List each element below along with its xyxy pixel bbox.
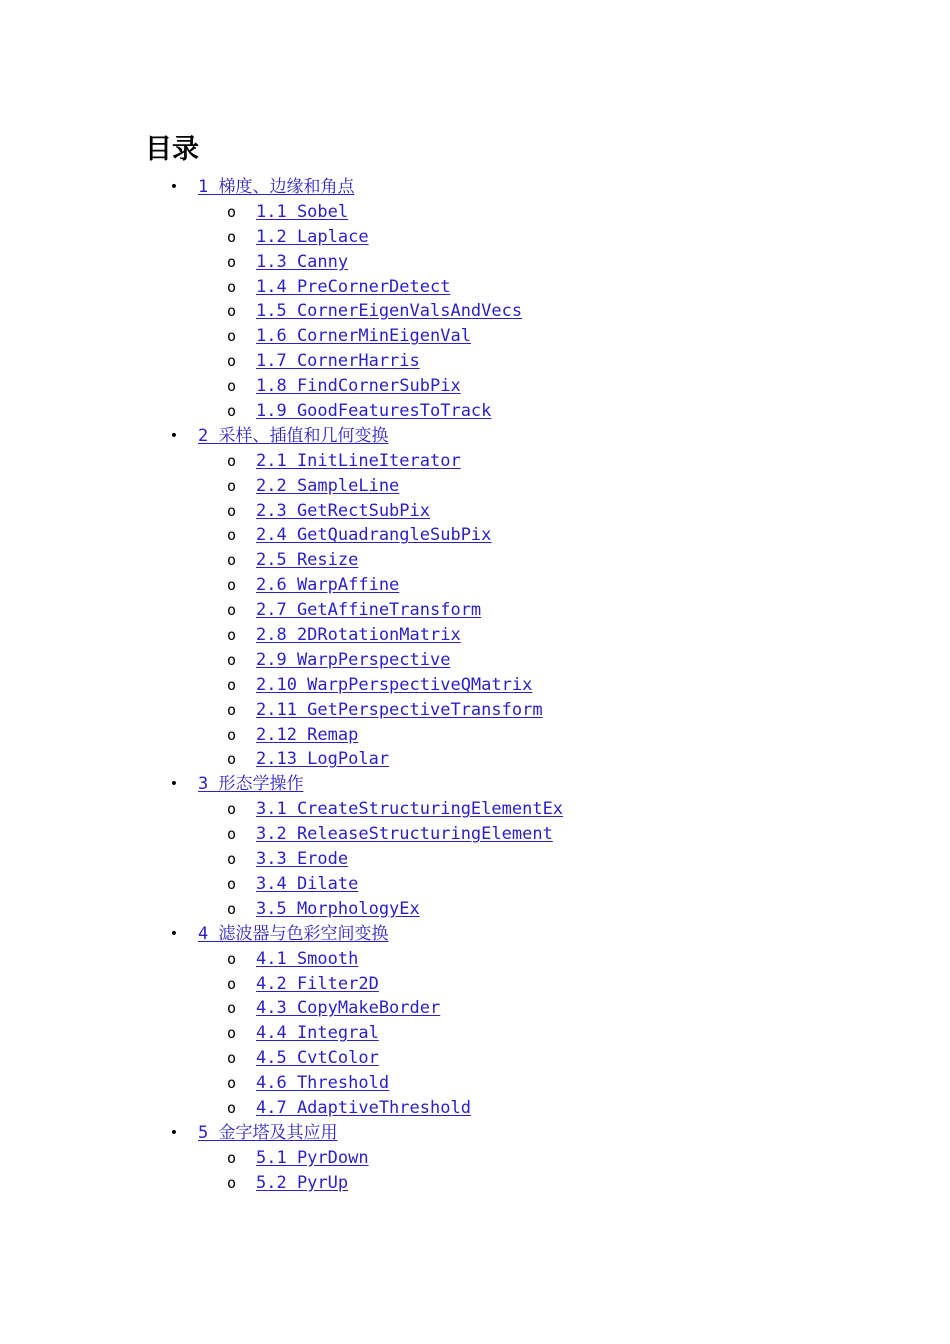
sub-bullet-icon: o <box>227 526 237 545</box>
toc-section-link[interactable]: 5 金字塔及其应用 <box>198 1122 338 1143</box>
sub-bullet-icon: o <box>227 899 237 918</box>
sub-bullet-icon: o <box>227 725 237 744</box>
toc-subsection-link[interactable]: 5.2 PyrUp <box>256 1172 349 1193</box>
bullet-icon: • <box>169 427 179 444</box>
sub-bullet-icon: o <box>227 501 237 520</box>
toc-subsection-link[interactable]: 3.1 CreateStructuringElementEx <box>256 799 564 820</box>
toc-subsection-link[interactable]: 2.8 2DRotationMatrix <box>256 625 461 646</box>
sub-bullet-icon: o <box>227 202 237 221</box>
sub-bullet-icon: o <box>227 302 237 321</box>
toc-subsection-link[interactable]: 4.2 Filter2D <box>256 973 379 994</box>
sub-bullet-icon: o <box>227 377 237 396</box>
toc-subsection-link[interactable]: 4.3 CopyMakeBorder <box>256 998 441 1019</box>
sub-bullet-icon: o <box>227 750 237 769</box>
toc-subsection-link[interactable]: 2.10 WarpPerspectiveQMatrix <box>256 674 533 695</box>
sub-bullet-icon: o <box>227 999 237 1018</box>
toc-subsection-link[interactable]: 1.9 GoodFeaturesToTrack <box>256 401 492 422</box>
toc-subsection-link[interactable]: 5.1 PyrDown <box>256 1147 369 1168</box>
sub-bullet-icon: o <box>227 601 237 620</box>
sub-bullet-icon: o <box>227 551 237 570</box>
toc-subsection-link[interactable]: 2.3 GetRectSubPix <box>256 500 430 521</box>
sub-bullet-icon: o <box>227 252 237 271</box>
toc-subsection-link[interactable]: 4.7 AdaptiveThreshold <box>256 1097 471 1118</box>
sub-bullet-icon: o <box>227 327 237 346</box>
toc-subsection-link[interactable]: 3.3 Erode <box>256 849 349 870</box>
sub-bullet-icon: o <box>227 1098 237 1117</box>
sub-bullet-icon: o <box>227 700 237 719</box>
sub-bullet-icon: o <box>227 825 237 844</box>
sub-bullet-icon: o <box>227 850 237 869</box>
sub-bullet-icon: o <box>227 576 237 595</box>
toc-subsection-link[interactable]: 4.1 Smooth <box>256 948 359 969</box>
toc-subsection-link[interactable]: 2.1 InitLineIterator <box>256 450 461 471</box>
sub-bullet-icon: o <box>227 451 237 470</box>
toc-subsection-link[interactable]: 3.2 ReleaseStructuringElement <box>256 824 553 845</box>
toc-title: 目录 <box>145 134 199 165</box>
toc-subsection-link[interactable]: 3.4 Dilate <box>256 873 359 894</box>
sub-bullet-icon: o <box>227 1049 237 1068</box>
sub-bullet-icon: o <box>227 1074 237 1093</box>
sub-bullet-icon: o <box>227 1173 237 1192</box>
bullet-icon: • <box>169 179 179 195</box>
toc-subsection-link[interactable]: 1.3 Canny <box>256 251 349 272</box>
toc-subsection-link[interactable]: 2.4 GetQuadrangleSubPix <box>256 525 492 546</box>
bullet-icon: • <box>169 925 179 942</box>
toc-subsection-link[interactable]: 4.4 Integral <box>256 1023 379 1044</box>
toc-subsection-link[interactable]: 2.6 WarpAffine <box>256 575 400 596</box>
toc-section-link[interactable]: 4 滤波器与色彩空间变换 <box>198 923 389 944</box>
toc-subsection-link[interactable]: 2.13 LogPolar <box>256 749 390 770</box>
bullet-icon: • <box>169 1124 179 1141</box>
sub-bullet-icon: o <box>227 949 237 968</box>
sub-bullet-icon: o <box>227 675 237 694</box>
sub-bullet-icon: o <box>227 800 237 819</box>
sub-bullet-icon: o <box>227 277 237 296</box>
toc-subsection-link[interactable]: 3.5 MorphologyEx <box>256 898 420 919</box>
toc-subsection-link[interactable]: 4.5 CvtColor <box>256 1048 379 1069</box>
toc-subsection-link[interactable]: 4.6 Threshold <box>256 1073 390 1094</box>
toc-subsection-link[interactable]: 1.8 FindCornerSubPix <box>256 376 461 397</box>
toc-subsection-link[interactable]: 2.2 SampleLine <box>256 475 400 496</box>
toc-section-link[interactable]: 1 梯度、边缘和角点 <box>198 177 355 197</box>
sub-bullet-icon: o <box>227 1148 237 1167</box>
sub-bullet-icon: o <box>227 874 237 893</box>
toc-subsection-link[interactable]: 2.7 GetAffineTransform <box>256 600 482 621</box>
sub-bullet-icon: o <box>227 1024 237 1043</box>
sub-bullet-icon: o <box>227 626 237 645</box>
toc-section-link[interactable]: 2 采样、插值和几何变换 <box>198 425 389 446</box>
sub-bullet-icon: o <box>227 402 237 421</box>
toc-subsection-link[interactable]: 1.7 CornerHarris <box>256 351 420 372</box>
toc-subsection-link[interactable]: 2.9 WarpPerspective <box>256 649 451 670</box>
sub-bullet-icon: o <box>227 352 237 371</box>
sub-bullet-icon: o <box>227 650 237 669</box>
toc-subsection-link[interactable]: 1.1 Sobel <box>256 201 349 222</box>
toc-subsection-link[interactable]: 1.5 CornerEigenValsAndVecs <box>256 301 523 322</box>
toc-subsection-link[interactable]: 1.4 PreCornerDetect <box>256 276 451 297</box>
toc-section-link[interactable]: 3 形态学操作 <box>198 774 304 795</box>
sub-bullet-icon: o <box>227 476 237 495</box>
sub-bullet-icon: o <box>227 974 237 993</box>
toc-subsection-link[interactable]: 1.6 CornerMinEigenVal <box>256 326 471 347</box>
toc-subsection-link[interactable]: 2.11 GetPerspectiveTransform <box>256 699 543 720</box>
toc-subsection-link[interactable]: 2.12 Remap <box>256 724 359 745</box>
sub-bullet-icon: o <box>227 227 237 246</box>
toc-subsection-link[interactable]: 1.2 Laplace <box>256 226 369 247</box>
bullet-icon: • <box>169 776 179 793</box>
toc-subsection-link[interactable]: 2.5 Resize <box>256 550 359 571</box>
